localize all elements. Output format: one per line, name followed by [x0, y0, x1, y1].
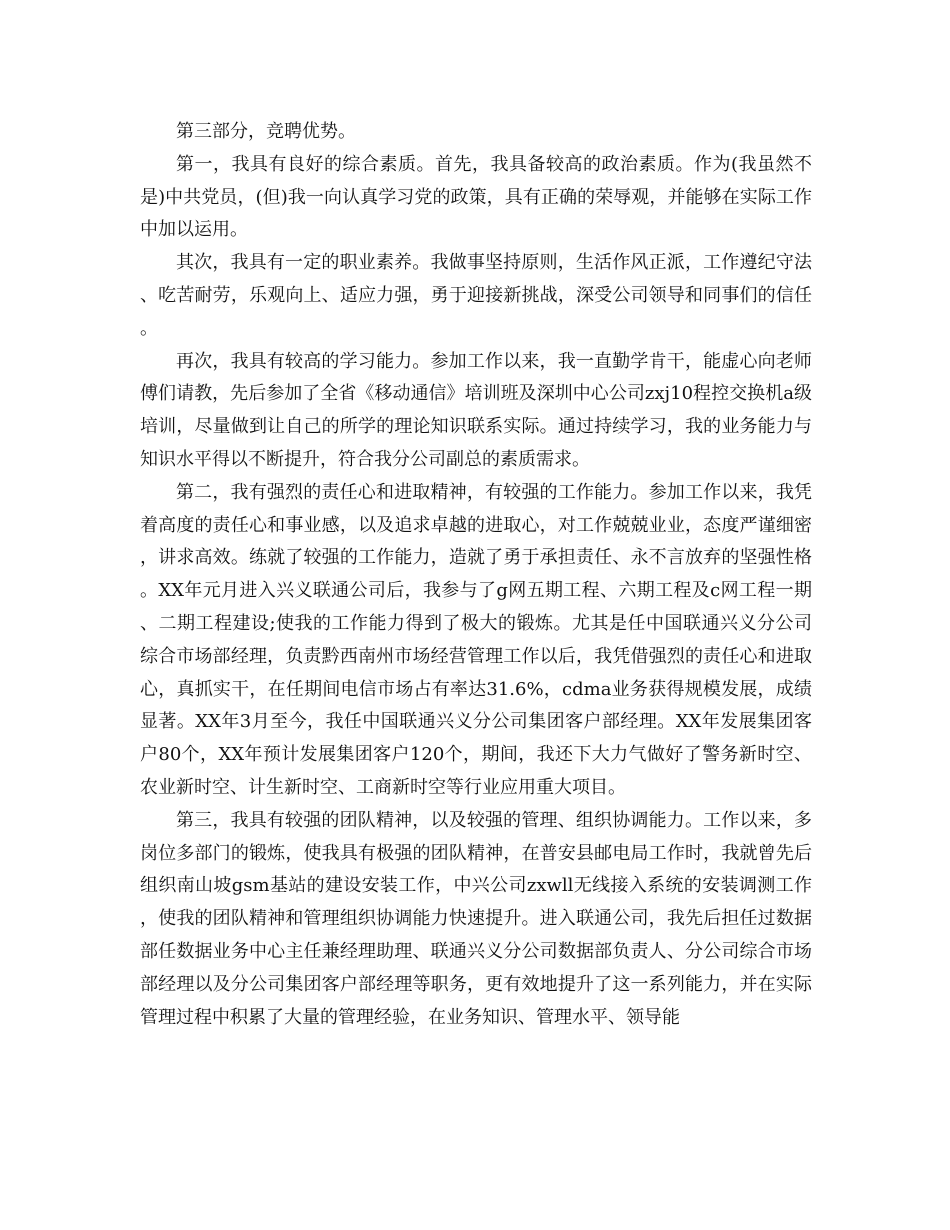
paragraph-learning-ability: 再次，我具有较高的学习能力。参加工作以来，我一直勤学肯干，能虚心向老师傅们请教，先后参加了全省《移动通信》培训班及深圳中心公司zxj10程控交换机a级培训，尽量做到让自己的所学的理论知识联系实际。通过持续学习，我的业务能力与知识水平得以不断提升，符合我分公司副总的素质需求。 [140, 350, 812, 470]
paragraph-overall-quality: 第一，我具有良好的综合素质。首先，我具备较高的政治素质。作为(我虽然不是)中共党员，(但)我一向认真学习党的政策，具有正确的荣辱观，并能够在实际工作中加以运用。 [140, 153, 812, 241]
paragraph-team-spirit: 第三，我具有较强的团队精神，以及较强的管理、组织协调能力。工作以来，多岗位多部门的锻炼，使我具有极强的团队精神，在普安县邮电局工作时，我就曾先后组织南山坡gsm基站的建设安装工作，中兴公司zxwll无线接入系统的安装调测工作，使我的团队精神和管理组织协调能力快速提升。进入联通公司，我先后担任过数据部任数据业务中心主任兼经理助理、联通兴义分公司数据部负责人、分公司综合市场部经理以及分公司集团客户部经理等职务，更有效地提升了这一系列能力，并在实际管理过程中积累了大量的管理经验，在业务知识、管理水平、领导能 [140, 809, 812, 1028]
paragraph-section-heading: 第三部分，竞聘优势。 [176, 121, 356, 142]
document-body [140, 116, 812, 1034]
paragraph-professional-quality: 其次，我具有一定的职业素养。我做事坚持原则，生活作风正派，工作遵纪守法、吃苦耐劳，乐观向上、适应力强，勇于迎接新挑战，深受公司领导和同事们的信任。 [140, 252, 812, 339]
paragraph-responsibility: 第二，我有强烈的责任心和进取精神，有较强的工作能力。参加工作以来，我凭着高度的责任心和事业感，以及追求卓越的进取心，对工作兢兢业业，态度严谨细密，讲求高效。练就了较强的工作能力，造就了勇于承担责任、永不言放弃的坚强性格。XX年元月进入兴义联通公司后，我参与了g网五期工程、六期工程及c网工程一期、二期工程建设;使我的工作能力得到了极大的锻炼。尤其是任中国联通兴义分公司综合市场部经理，负责黔西南州市场经营管理工作以后，我凭借强烈的责任心和进取心，真抓实干，在任期间电信市场占有率达31.6%，cdma业务获得规模发展，成绩显著。XX年3月至今，我任中国联通兴义分公司集团客户部经理。XX年发展集团客户80个，XX年预计发展集团客户120个，期间，我还下大力气做好了警务新时空、农业新时空、计生新时空、工商新时空等行业应用重大项目。 [140, 481, 812, 798]
